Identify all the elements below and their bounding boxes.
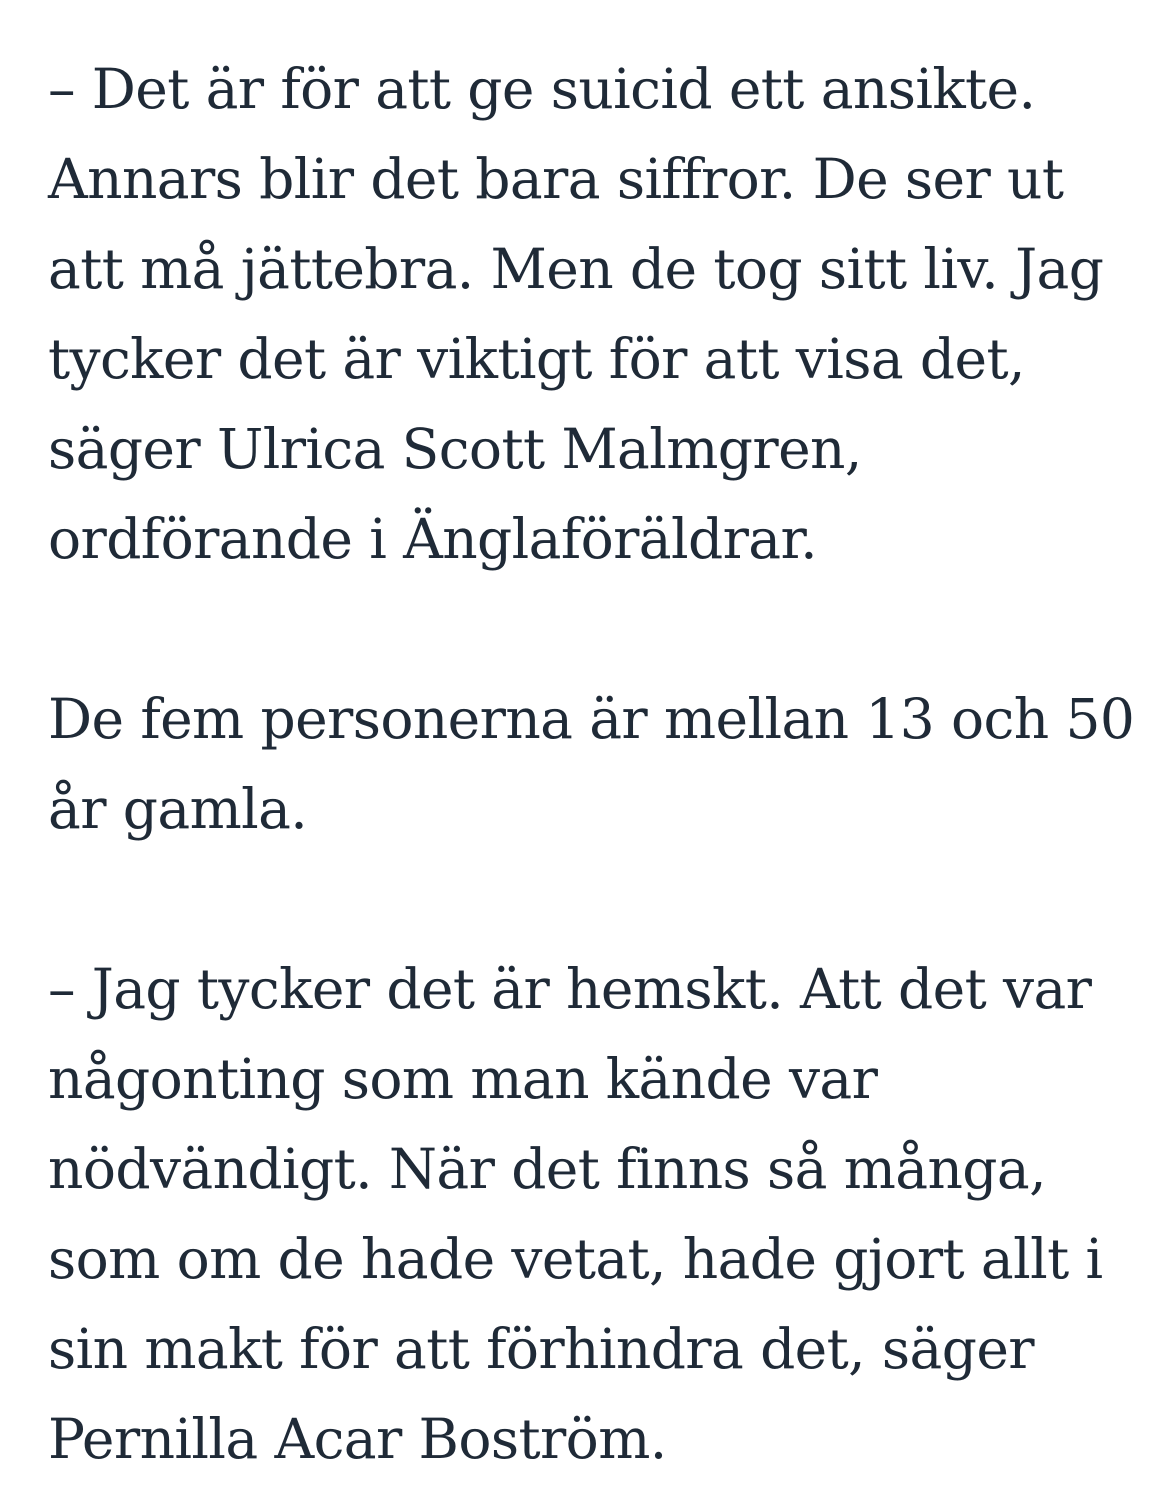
- text-line: säger Ulrica Scott Malmgren,: [48, 417, 862, 481]
- text-line: att må jättebra. Men de tog sitt liv. Jag: [48, 237, 1104, 301]
- text-line: – Det är för att ge suicid ett ansikte.: [48, 57, 1036, 121]
- quote-paragraph-pernilla: [48, 944, 1138, 1484]
- text-line: ordförande i Änglaföräldrar.: [48, 507, 817, 571]
- text-line: någonting som man kände var: [48, 1047, 878, 1111]
- text-line: nödvändigt. När det finns så många,: [48, 1137, 1046, 1201]
- text-line: Pernilla Acar Boström.: [48, 1407, 667, 1471]
- text-line: – Jag tycker det är hemskt. Att det var: [48, 957, 1092, 1021]
- text-line: Annars blir det bara siffror. De ser ut: [48, 147, 1064, 211]
- quote-paragraph-ulrica: [48, 44, 1138, 584]
- text-line: tycker det är viktigt för att visa det,: [48, 327, 1025, 391]
- article-body: [48, 44, 1138, 1484]
- text-line: år gamla.: [48, 777, 308, 841]
- text-line: som om de hade vetat, hade gjort allt i: [48, 1227, 1103, 1291]
- info-paragraph-ages: [48, 674, 1138, 854]
- text-line: De fem personerna är mellan 13 och 50: [48, 687, 1135, 751]
- text-line: sin makt för att förhindra det, säger: [48, 1317, 1034, 1381]
